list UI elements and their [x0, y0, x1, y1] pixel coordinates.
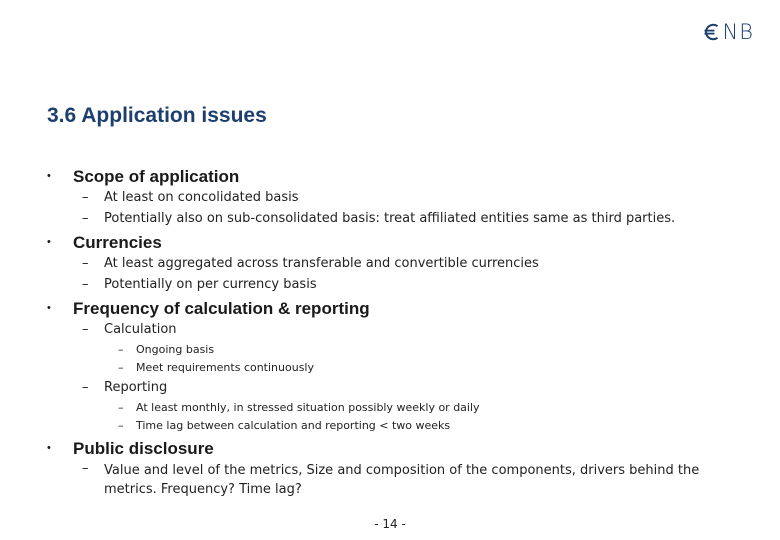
dash: – — [118, 401, 124, 414]
bullet: • — [47, 302, 51, 314]
sub-list-item-text: Time lag between calculation and reporting < two weeks — [136, 419, 451, 432]
dash: – — [82, 380, 89, 395]
dash: – — [118, 419, 124, 432]
list-item-text: Value and level of the metrics, Size and composition of the components, drivers behind the metrics. Frequency? Time lag? — [104, 463, 700, 497]
dash: – — [82, 256, 89, 271]
list-item-text: At least aggregated across transferable and convertible currencies — [104, 256, 539, 271]
list-item-text: Potentially also on sub-consolidated basis: treat affiliated entities same as third parties. — [104, 211, 676, 226]
list-item-text: At least on concolidated basis — [104, 190, 299, 205]
list-item-text: Calculation — [104, 322, 177, 337]
sub-list-item-text: At least monthly, in stressed situation possibly weekly or daily — [136, 401, 480, 414]
section-heading: Scope of application — [73, 167, 240, 186]
section-heading: Frequency of calculation & reporting — [73, 299, 370, 318]
page-number: - 14 - — [374, 517, 406, 531]
dash: – — [82, 211, 89, 226]
dash: – — [118, 343, 124, 356]
dash: – — [82, 277, 89, 292]
euro-sign-icon — [702, 22, 722, 42]
section-heading: Currencies — [73, 233, 162, 252]
bullet: • — [47, 170, 51, 182]
list-item-text: Reporting — [104, 380, 168, 395]
sub-list-item-text: Ongoing basis — [136, 343, 215, 356]
logo-text: NB — [722, 20, 754, 44]
section-heading: Public disclosure — [73, 439, 214, 458]
dash: – — [82, 190, 89, 205]
dash: – — [118, 361, 124, 374]
sub-list-item-text: Meet requirements continuously — [136, 361, 314, 374]
onb-logo — [702, 20, 754, 44]
bullet: • — [47, 442, 51, 454]
dash: – — [82, 461, 89, 476]
slide-title: 3.6 Application issues — [47, 104, 267, 127]
dash: – — [82, 322, 89, 337]
bullet: • — [47, 236, 51, 248]
list-item-text: Potentially on per currency basis — [104, 277, 317, 292]
